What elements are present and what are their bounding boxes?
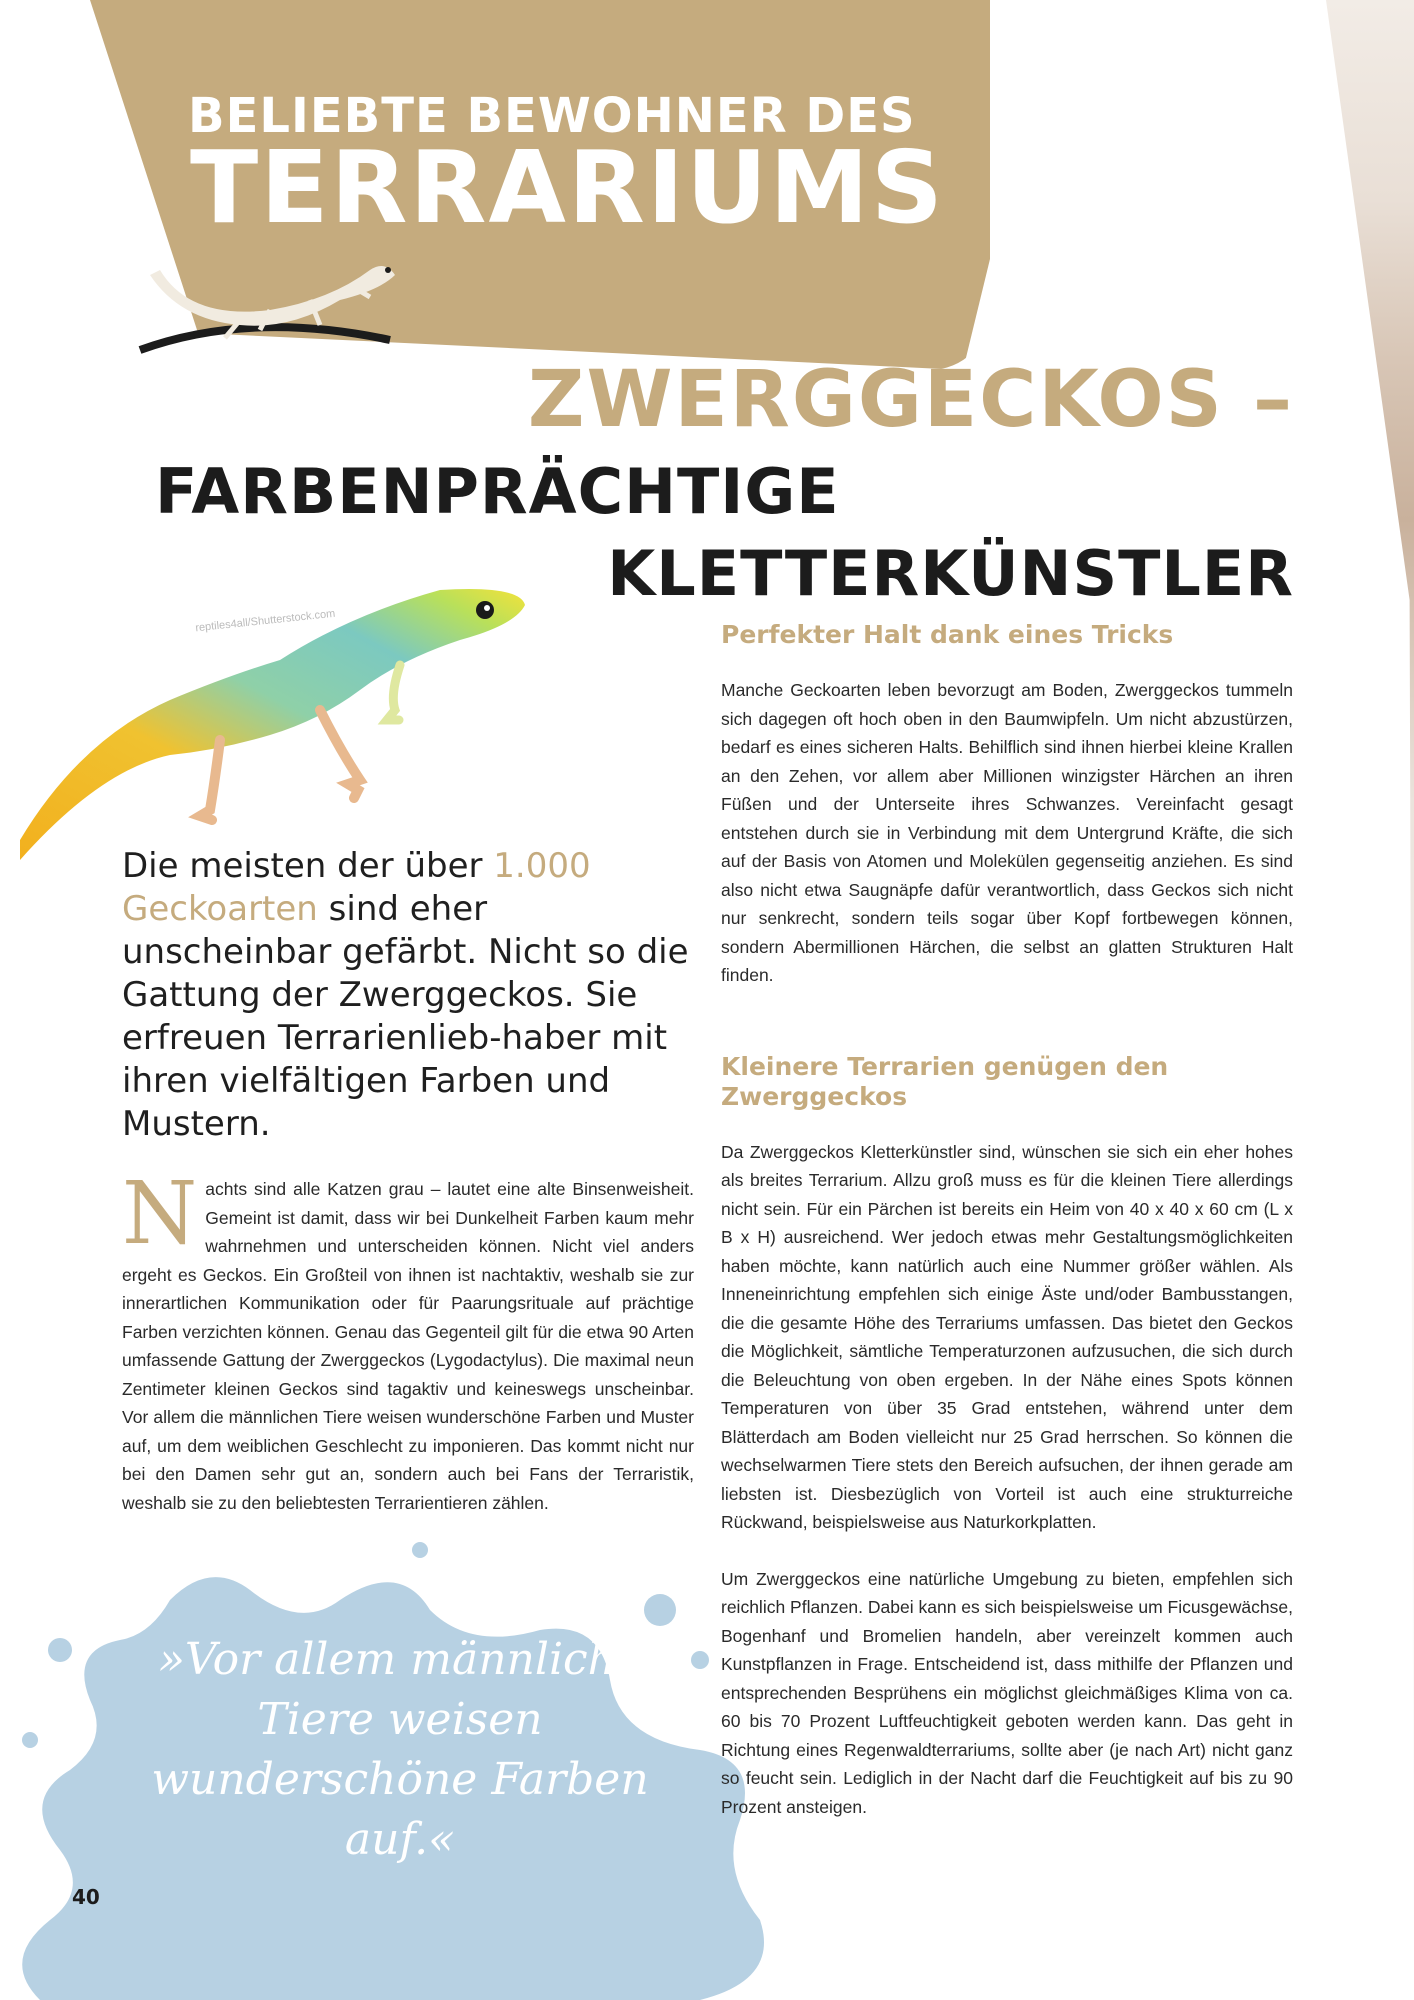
section-1-text: Manche Geckoarten leben bevorzugt am Boden, Zwerggeckos tummeln sich dagegen oft hoch oben in den Baumwipfeln. Um nicht abzustürzen, bedarf es eines sicheren Halts. Behilflich sind ihnen hierbei kleine Krallen an den Zehen, vor allem aber Millionen winzigster Härchen an ihren Füßen und der Unterseite ihres Schwanzes. Vereinfacht gesagt entstehen durch sie in Verbindung mit dem Untergrund Kräfte, die sich auf der Basis von Atomen und Molekülen gegenseitig anziehen. Es sind also nicht etwa Saugnäpfe dafür verantwortlich, dass Geckos sich nicht nur senkrecht, sondern teils sogar über Kopf fortbewegen können, sondern Abermillionen Härchen, die selbst an glatten Strukturen Halt finden. [721, 680, 1293, 985]
header-topic: TERRARIUMS [190, 129, 945, 246]
pull-quote: »Vor allem männliche Tiere weisen wunderschöne Farben auf.« [151, 1634, 649, 1865]
intro-after: sind eher unscheinbar gefärbt. Nicht so die Gattung der Zwerggeckos. Sie erfreuen Terrarienlieb-haber mit ihren vielfältigen Farben und Mustern. [122, 889, 689, 1144]
photo-credit: reptiles4all/Shutterstock.com [194, 607, 336, 635]
title-line-1: ZWERGGECKOS – [527, 355, 1294, 445]
body-left-column [122, 1164, 694, 1517]
dropcap: N [122, 1164, 198, 1264]
lizard-logo-icon [130, 230, 430, 360]
header-kicker: BELIEBTE BEWOHNER DES [188, 88, 916, 144]
intro-paragraph [122, 845, 702, 1146]
title-line-3: KLETTERKÜNSTLER [607, 537, 1294, 610]
title-line-2: FARBENPRÄCHTIGE [155, 455, 840, 528]
section-2-text-1: Da Zwerggeckos Kletterkünstler sind, wünschen sie sich ein eher hohes als breites Terrarium. Allzu groß muss es für die kleinen Tiere allerdings nicht sein. Für ein Pärchen ist bereits ein Heim von 40 x 40 x 60 cm (L x B x H) ausreichend. Wer jedoch etwas mehr Gestaltungsmöglichkeiten haben möchte, kann natürlich auch eine Nummer größer wählen. Als Inneneinrichtung empfehlen sich einige Äste und/oder Bambusstangen, die die gesamte Höhe des Terrariums umfassen. Das bietet den Geckos die Möglichkeit, sämtliche Temperaturzonen aufzusuchen, die sich durch die Beleuchtung von oben ergeben. In der Nähe eines Spots können Temperaturen von über 35 Grad entstehen, während unter dem Blätterdach am Boden vielleicht nur 25 Grad herrschen. So können die wechselwarmen Tiere stets den Bereich aufsuchen, der ihnen gerade am liebsten ist. Diesbezüglich von Vorteil ist auch eine strukturreiche Rückwand, beispielsweise aus Naturkorkplatten. [721, 1141, 1293, 1532]
page-number: 40 [72, 1885, 100, 1909]
body-right-column [721, 620, 1293, 1821]
intro-highlight: 1.000 Geckoarten [122, 846, 591, 929]
background-photo-strip [1304, 0, 1414, 2000]
intro-before: Die meisten der über [122, 846, 494, 886]
body-left-text: achts sind alle Katzen grau – lautet eine alte Binsenweisheit. Gemeint ist damit, dass wir bei Dunkelheit Farben kaum mehr wahrnehmen und unterscheiden können. Nicht viel anders ergeht es Geckos. Ein Großteil von ihnen ist nachtaktiv, weshalb sie zur innerartlichen Kommunikation oder für Paarungsrituale auf prächtige Farben verzichten können. Genau das Gegenteil gilt für die etwa 90 Arten umfassende Gattung der Zwerggeckos (Lygodactylus). Die maximal neun Zentimeter kleinen Geckos sind tagaktiv und keineswegs unscheinbar. Vor allem die männlichen Tiere weisen wunderschöne Farben und Muster auf, um dem weiblichen Geschlecht zu imponieren. Das kommt nicht nur bei den Damen sehr gut an, sondern auch bei Fans der Terraristik, weshalb sie zu den beliebtesten Terrarientieren zählen. [122, 1179, 694, 1513]
section-2-text-2: Um Zwerggeckos eine natürliche Umgebung zu bieten, empfehlen sich reichlich Pflanzen. Dabei kann es sich beispielsweise um Ficusgewächse, Bogenhanf und Bromelien handeln, aber vereinzelt kommen auch Kunstpflanzen in Frage. Entscheidend ist, dass mithilfe der Pflanzen und entsprechenden Besprühens ein möglichst gleichmäßiges Klima von ca. 60 bis 70 Prozent Luftfeuchtigkeit geboten werden kann. Das geht in Richtung eines Regenwaldterrariums, sollte aber (je nach Art) nicht ganz so feucht sein. Lediglich in der Nacht darf die Feuchtigkeit auf bis zu 90 Prozent ansteigen. [721, 1568, 1293, 1817]
section-2-heading: Kleinere Terrarien genügen den Zwerggeckos [721, 1051, 1169, 1111]
section-1-heading: Perfekter Halt dank eines Tricks [721, 620, 1174, 649]
